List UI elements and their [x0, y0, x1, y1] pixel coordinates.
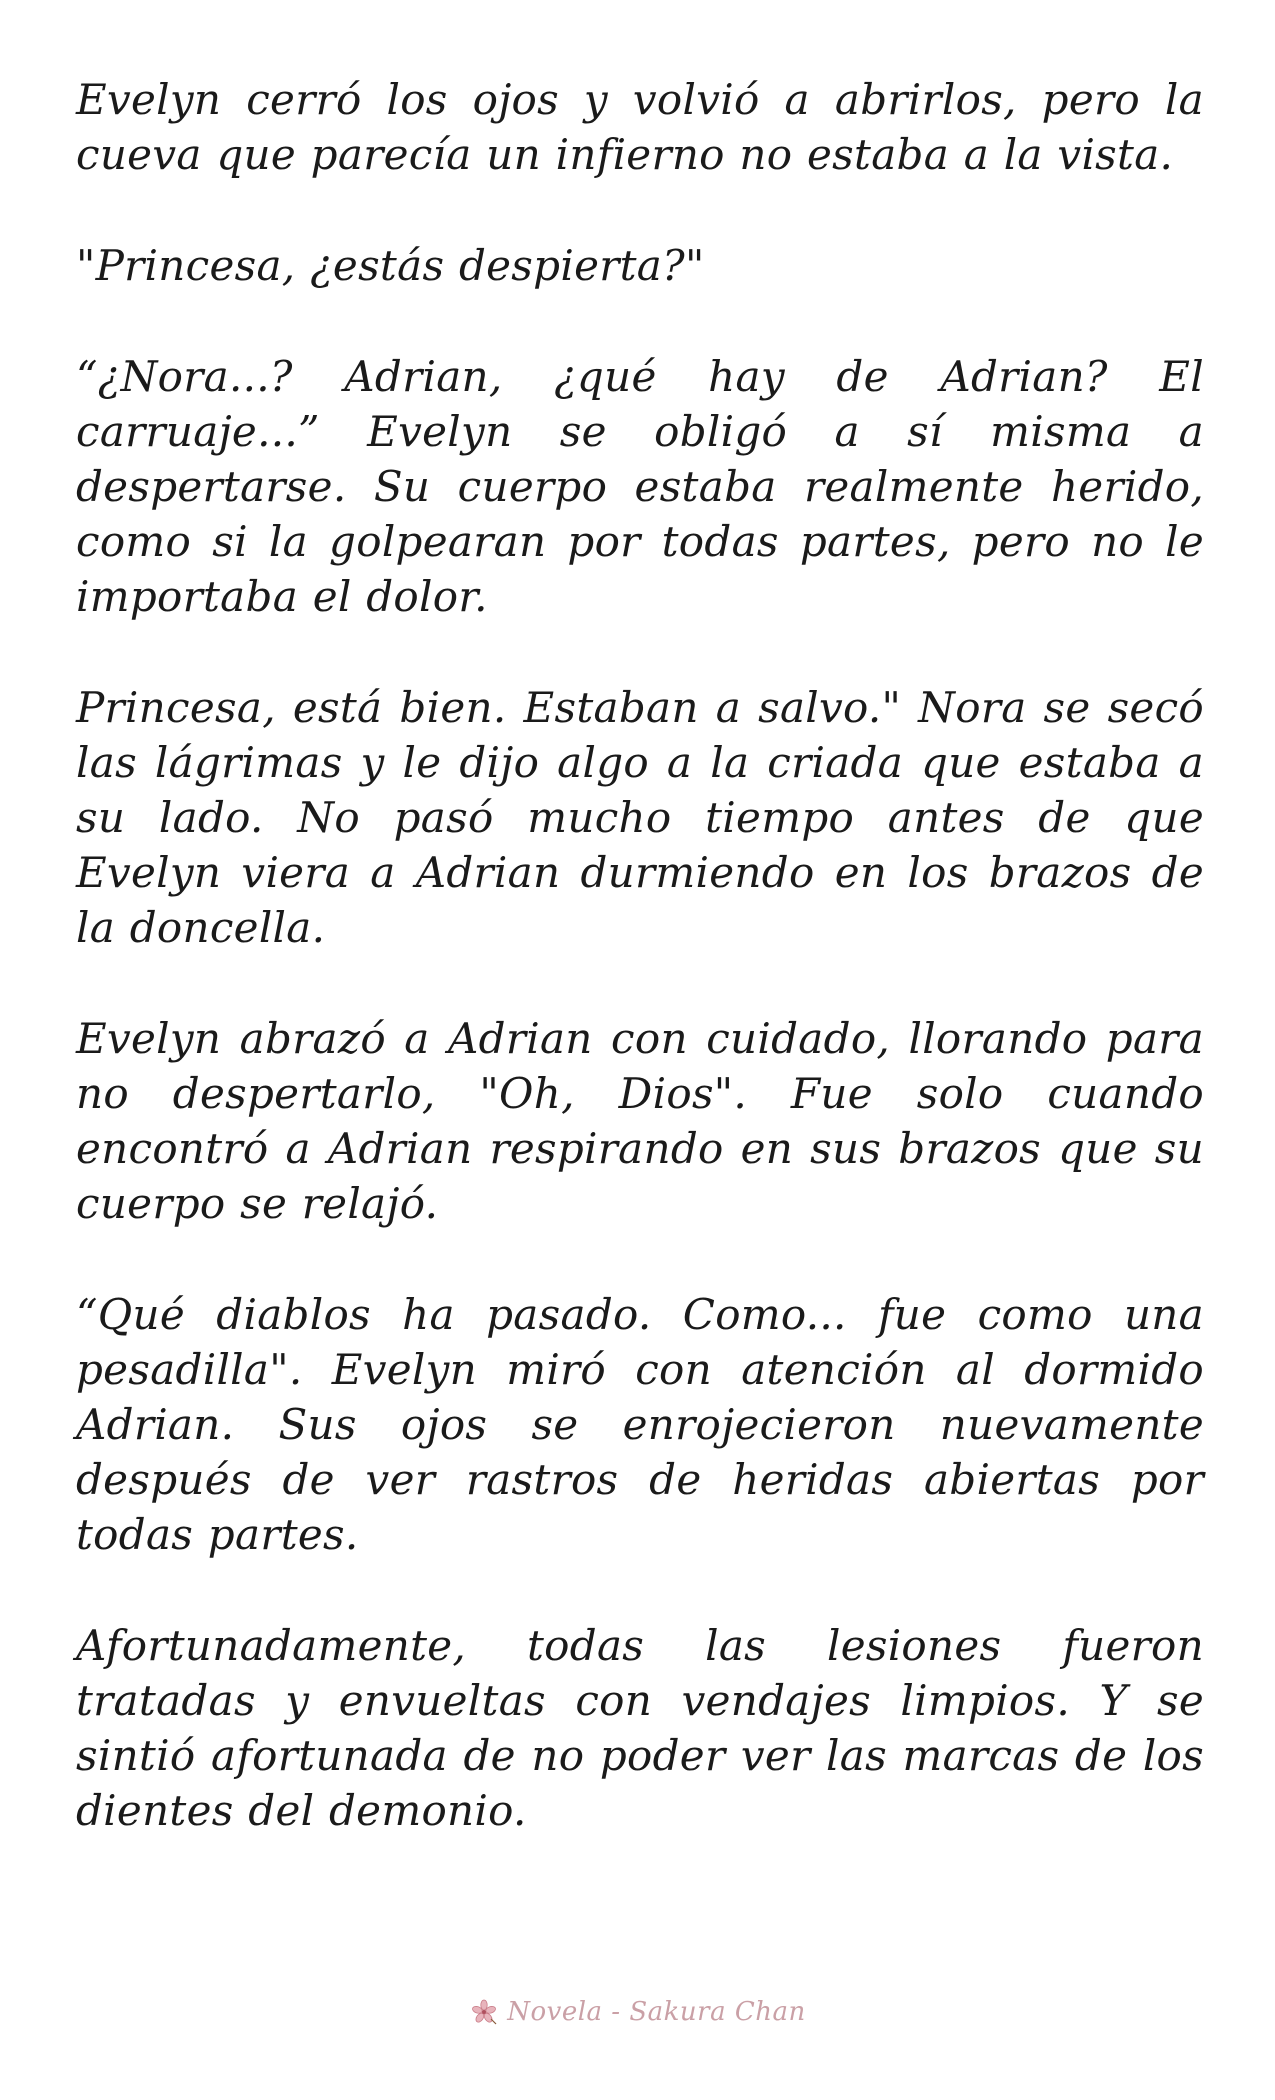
paragraph-3: “¿Nora...? Adrian, ¿qué hay de Adrian? El carruaje...” Evelyn se obligó a sí misma a despertarse. Su cuerpo estaba realmente herido, como si la golpearan por todas partes, pero no le importaba el dolor. — [76, 352, 1204, 621]
footer-text: Novela - Sakura Chan — [507, 1997, 806, 2027]
footer-watermark — [0, 1992, 1275, 2032]
paragraph-2: "Princesa, ¿estás despierta?" — [76, 241, 705, 290]
paragraph-6: “Qué diablos ha pasado. Como... fue como una pesadilla". Evelyn miró con atención al dormido Adrian. Sus ojos se enrojecieron nuevamente después de ver rastros de heridas abiertas por todas partes. — [76, 1290, 1204, 1559]
paragraph-1: Evelyn cerró los ojos y volvió a abrirlos, pero la cueva que parecía un infierno no estaba a la vista. — [76, 75, 1204, 179]
paragraph-4: Princesa, está bien. Estaban a salvo." Nora se secó las lágrimas y le dijo algo a la criada que estaba a su lado. No pasó mucho tiempo antes de que Evelyn viera a Adrian durmiendo en los brazos de la doncella. — [76, 683, 1204, 952]
paragraph-7: Afortunadamente, todas las lesiones fueron tratadas y envueltas con vendajes limpios. Y se sintió afortunada de no poder ver las marcas de los dientes del demonio. — [76, 1621, 1204, 1835]
document-body — [76, 72, 1204, 1894]
paragraph-5: Evelyn abrazó a Adrian con cuidado, llorando para no despertarlo, "Oh, Dios". Fue solo cuando encontró a Adrian respirando en sus brazos que su cuerpo se relajó. — [76, 1014, 1204, 1228]
sakura-flower-icon — [469, 1997, 499, 2027]
